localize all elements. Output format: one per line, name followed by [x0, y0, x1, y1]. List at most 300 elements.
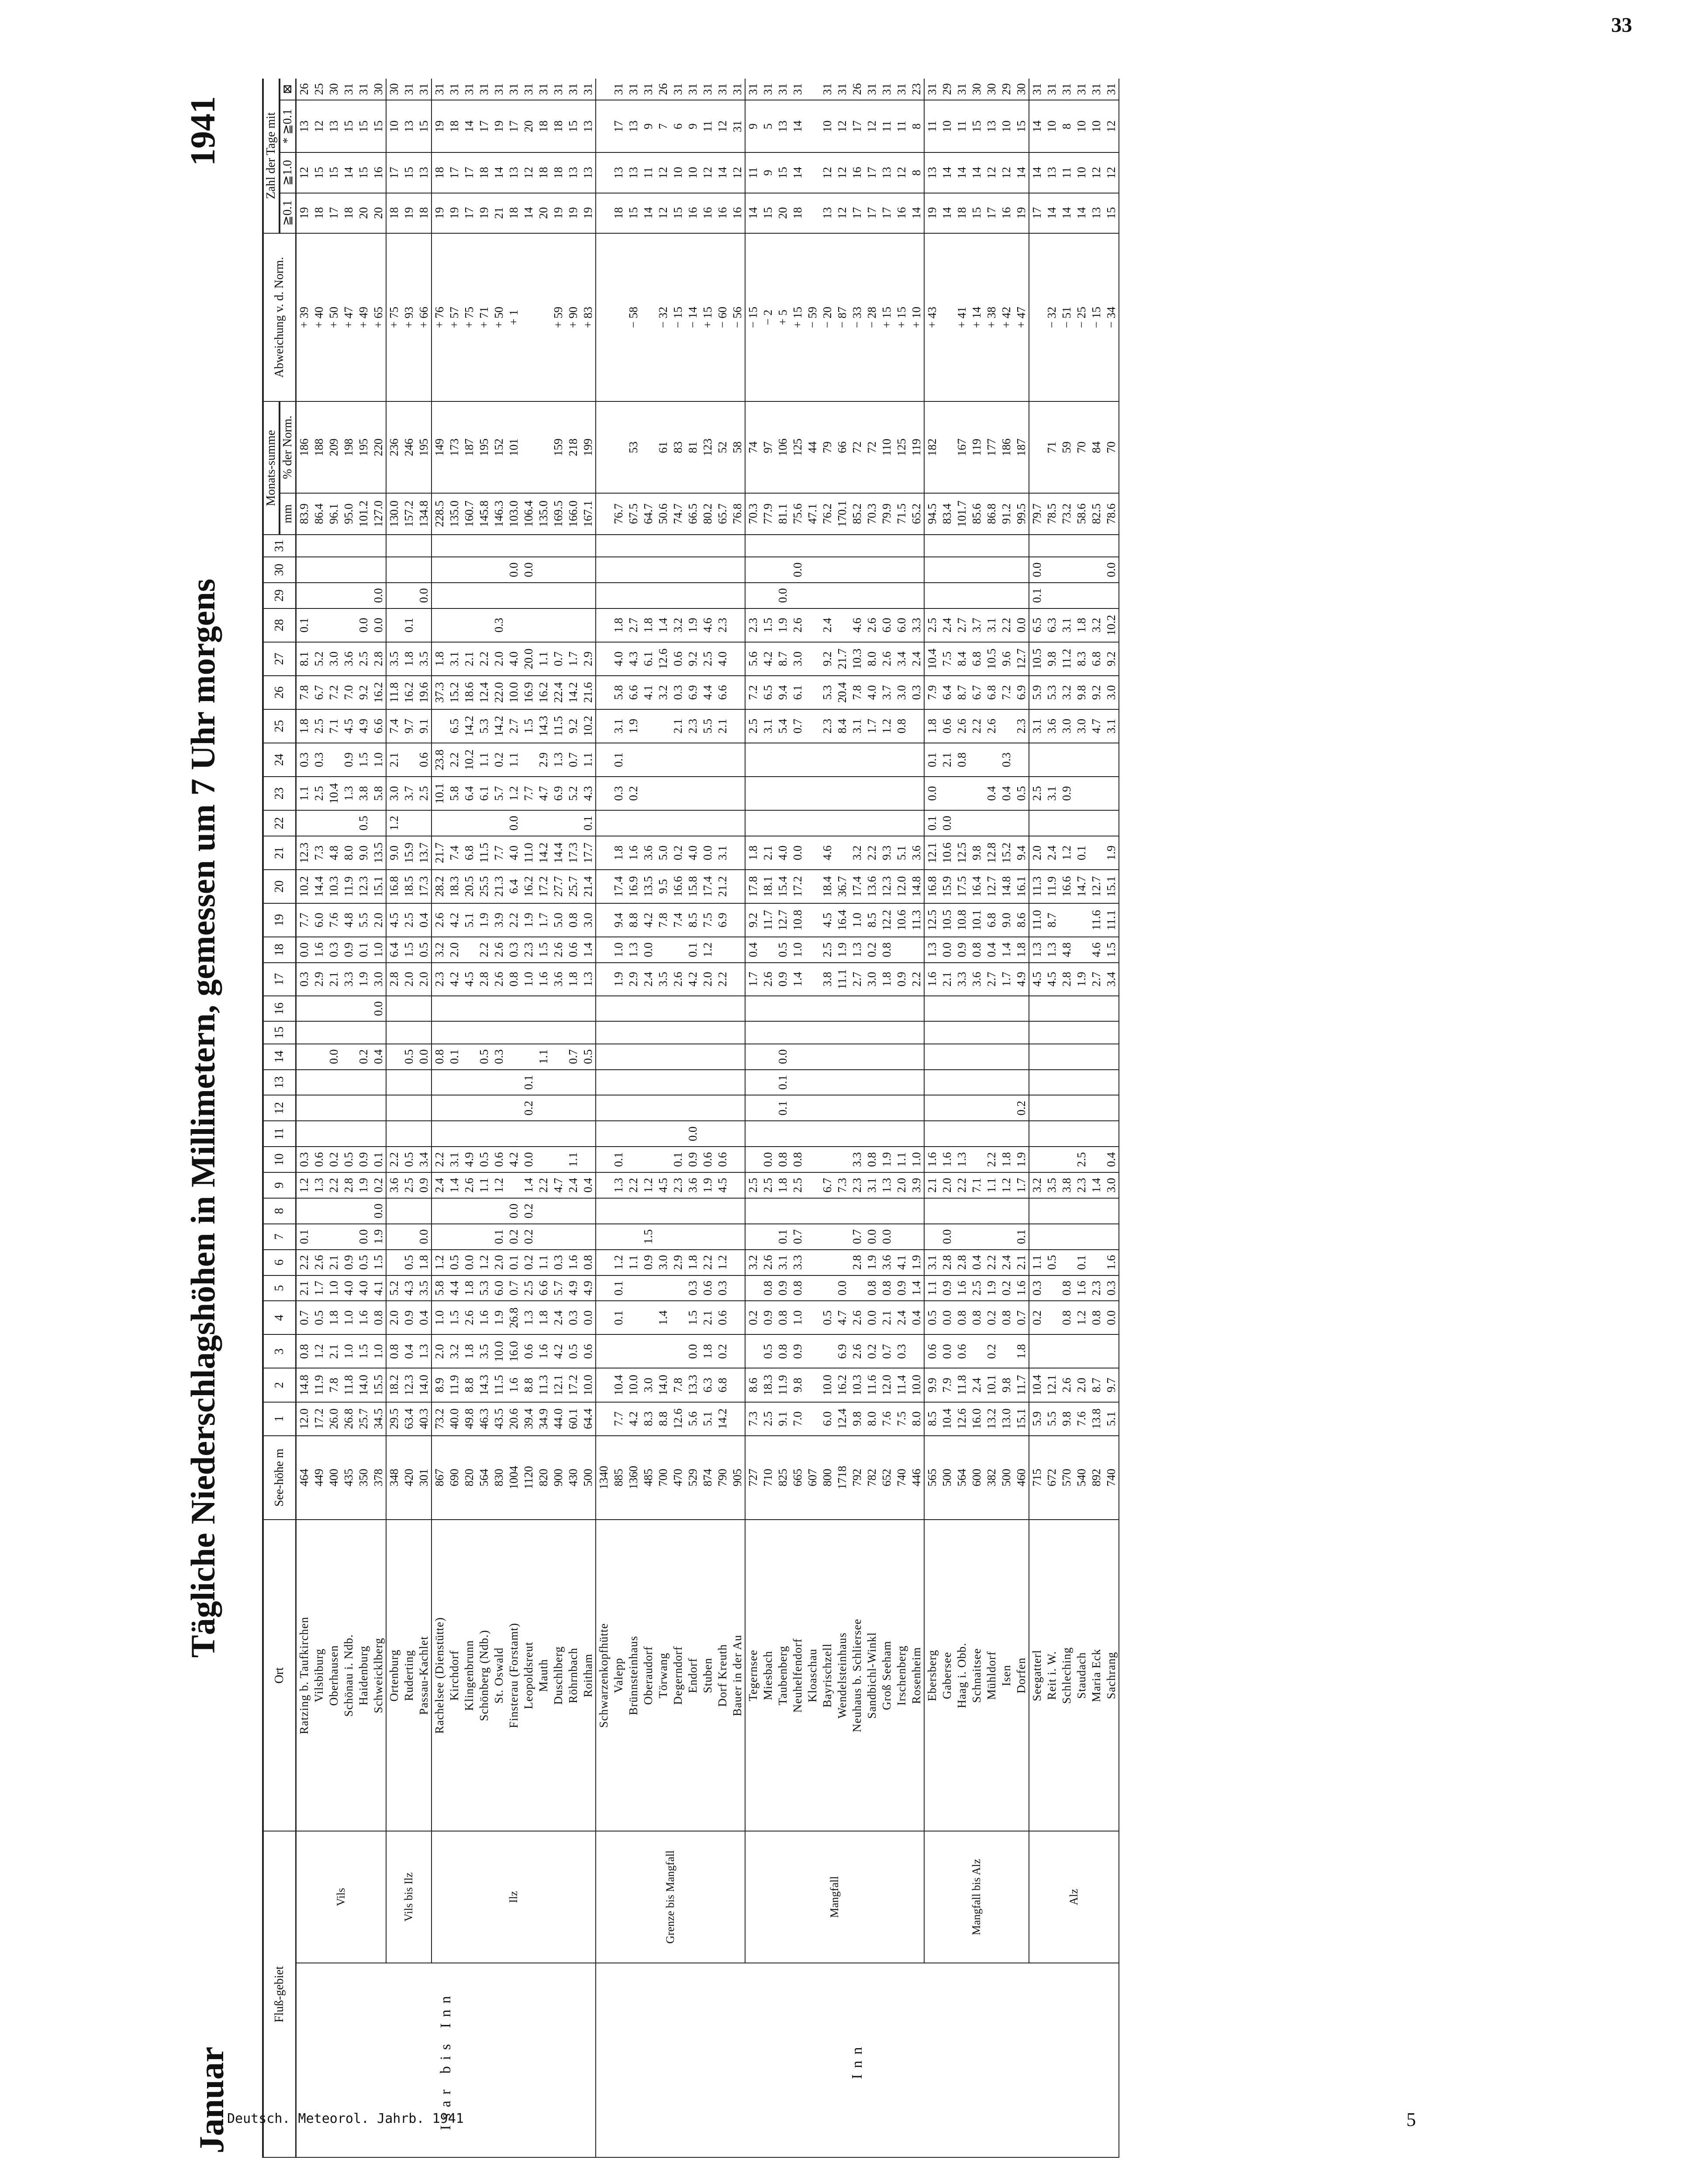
- day-value: [491, 535, 506, 557]
- days-ge01: 16: [894, 193, 909, 233]
- col-ge01: ≧0.1: [280, 193, 296, 233]
- day-value: 1.2: [296, 1172, 312, 1198]
- day-value: 0.0: [790, 557, 805, 583]
- day-value: [641, 1301, 656, 1334]
- day-value: [805, 709, 820, 743]
- days-snow-cover: 31: [924, 79, 939, 100]
- day-value: 16.8: [924, 870, 939, 903]
- day-value: [909, 709, 924, 743]
- station-height: 607: [805, 1436, 820, 1520]
- days-ge10: 15: [775, 152, 790, 193]
- day-value: 7.4: [386, 709, 401, 743]
- days-ge01: 18: [311, 193, 326, 233]
- deviation: − 60: [715, 233, 730, 402]
- deviation: [596, 233, 611, 402]
- day-value: 2.2: [626, 1172, 641, 1198]
- station-name: Isen: [999, 1520, 1014, 1831]
- day-value: [715, 1022, 730, 1044]
- day-value: [805, 1095, 820, 1121]
- station-height: 435: [341, 1436, 356, 1520]
- day-value: 20.0: [521, 642, 536, 676]
- station-name: Finsterau (Forstamt): [506, 1520, 521, 1831]
- day-value: 14.7: [1074, 870, 1089, 903]
- day-value: [311, 1224, 326, 1250]
- month-sum-mm: 80.2: [700, 493, 715, 535]
- day-value: 10.8: [954, 903, 969, 937]
- day-value: [656, 1070, 670, 1095]
- day-value: 1.8: [536, 1301, 551, 1334]
- day-value: 6.6: [536, 1275, 551, 1301]
- subgroup-label: Vils bis Ilz: [386, 1831, 432, 1963]
- day-value: 1.8: [566, 963, 580, 996]
- day-value: [954, 1070, 969, 1095]
- day-value: 6.8: [462, 836, 476, 870]
- days-ge01: 18: [506, 193, 521, 233]
- month-sum-pct: [611, 401, 626, 493]
- day-value: 2.2: [954, 1172, 969, 1198]
- day-value: 3.5: [416, 1275, 432, 1301]
- day-value: [596, 1301, 611, 1334]
- day-value: 9.8: [849, 1402, 864, 1436]
- day-value: 0.0: [939, 1301, 954, 1334]
- day-value: [296, 583, 312, 608]
- day-value: 1.8: [879, 963, 894, 996]
- month-sum-pct: [596, 401, 611, 493]
- day-value: [462, 535, 476, 557]
- day-value: [416, 996, 432, 1022]
- day-value: [1089, 836, 1104, 870]
- day-value: [969, 583, 984, 608]
- day-value: 0.8: [879, 937, 894, 963]
- day-value: [835, 583, 849, 608]
- month-sum-mm: 83.4: [939, 493, 954, 535]
- day-value: [849, 1044, 864, 1070]
- day-value: 3.1: [864, 1172, 879, 1198]
- station-name: Haag i. Obb.: [954, 1520, 969, 1831]
- month-sum-pct: [641, 401, 656, 493]
- day-value: [1044, 1198, 1059, 1224]
- deviation: + 38: [984, 233, 999, 402]
- day-value: [909, 1224, 924, 1250]
- day-value: [730, 583, 745, 608]
- day-value: 0.3: [1029, 1275, 1044, 1301]
- day-value: [341, 557, 356, 583]
- day-value: 0.0: [296, 937, 312, 963]
- day-value: [626, 1044, 641, 1070]
- station-name: Bauer in der Au: [730, 1520, 745, 1831]
- days-snow-cover: 30: [984, 79, 999, 100]
- day-value: 2.7: [1089, 963, 1104, 996]
- days-snow-ge01: 18: [447, 100, 462, 152]
- month-sum-pct: 123: [700, 401, 715, 493]
- col-day: 8: [263, 1198, 296, 1224]
- day-value: 3.1: [1104, 709, 1119, 743]
- station-name: Mauth: [536, 1520, 551, 1831]
- day-value: [909, 1334, 924, 1368]
- day-value: 6.4: [462, 777, 476, 810]
- deviation: + 1: [506, 233, 521, 402]
- days-snow-cover: 31: [416, 79, 432, 100]
- day-value: 0.6: [311, 1147, 326, 1172]
- day-value: 9.7: [401, 709, 416, 743]
- day-value: 3.1: [611, 709, 626, 743]
- day-value: [656, 557, 670, 583]
- day-value: 6.0: [820, 1402, 835, 1436]
- day-value: [626, 1334, 641, 1368]
- days-ge10: 12: [1089, 152, 1104, 193]
- day-value: 0.1: [447, 1044, 462, 1070]
- day-value: [879, 583, 894, 608]
- day-value: 34.9: [536, 1402, 551, 1436]
- days-ge01: 15: [670, 193, 685, 233]
- day-value: 1.6: [476, 1301, 491, 1334]
- deviation: − 51: [1059, 233, 1074, 402]
- day-value: 2.0: [432, 1334, 447, 1368]
- day-value: 0.4: [999, 777, 1014, 810]
- day-value: 2.5: [790, 1172, 805, 1198]
- days-ge10: 13: [879, 152, 894, 193]
- day-value: 8.0: [864, 1402, 879, 1436]
- day-value: 0.0: [356, 1224, 371, 1250]
- day-value: 0.9: [954, 937, 969, 963]
- days-ge10: 17: [864, 152, 879, 193]
- station-height: 570: [1059, 1436, 1074, 1520]
- day-value: 0.0: [521, 557, 536, 583]
- day-value: 15.1: [1014, 1402, 1029, 1436]
- day-value: 17.2: [790, 870, 805, 903]
- day-value: 2.1: [462, 642, 476, 676]
- day-value: [760, 1070, 775, 1095]
- day-value: [805, 836, 820, 870]
- day-value: [1059, 1250, 1074, 1275]
- day-value: 4.9: [580, 1275, 596, 1301]
- day-value: 1.6: [939, 1147, 954, 1172]
- day-value: [1074, 777, 1089, 810]
- day-value: 39.4: [521, 1402, 536, 1436]
- day-value: [462, 1198, 476, 1224]
- month-sum-mm: 170.1: [835, 493, 849, 535]
- day-value: 3.1: [984, 608, 999, 642]
- day-value: [1059, 1121, 1074, 1147]
- day-value: [700, 535, 715, 557]
- days-snow-cover: 31: [356, 79, 371, 100]
- day-value: [894, 1044, 909, 1070]
- day-value: 17.4: [849, 870, 864, 903]
- station-height: 727: [745, 1436, 760, 1520]
- day-value: 0.1: [356, 937, 371, 963]
- days-snow-ge01: 8: [1059, 100, 1074, 152]
- day-value: [864, 557, 879, 583]
- month-sum-mm: 145.8: [476, 493, 491, 535]
- day-value: [730, 1224, 745, 1250]
- day-value: 3.1: [447, 642, 462, 676]
- day-value: [641, 1121, 656, 1147]
- day-value: 0.6: [521, 1334, 536, 1368]
- day-value: 14.2: [462, 709, 476, 743]
- day-value: 0.0: [939, 937, 954, 963]
- day-value: 5.5: [700, 709, 715, 743]
- day-value: 2.5: [311, 777, 326, 810]
- day-value: [760, 557, 775, 583]
- day-value: [730, 1022, 745, 1044]
- day-value: [1014, 1121, 1029, 1147]
- day-value: 2.2: [999, 608, 1014, 642]
- day-value: 0.0: [371, 583, 386, 608]
- day-value: 1.0: [432, 1301, 447, 1334]
- days-snow-ge01: 11: [924, 100, 939, 152]
- day-value: 9.9: [924, 1368, 939, 1402]
- day-value: 12.4: [835, 1402, 849, 1436]
- month-sum-pct: 195: [476, 401, 491, 493]
- day-value: 2.5: [924, 608, 939, 642]
- day-value: [656, 996, 670, 1022]
- station-height: 564: [954, 1436, 969, 1520]
- station-height: 900: [551, 1436, 566, 1520]
- day-value: [326, 1121, 341, 1147]
- station-name: Miesbach: [760, 1520, 775, 1831]
- day-value: [909, 1070, 924, 1095]
- station-name: Ortenburg: [386, 1520, 401, 1831]
- day-value: [1074, 937, 1089, 963]
- day-value: 2.9: [536, 743, 551, 777]
- day-value: [745, 1334, 760, 1368]
- day-value: 2.8: [476, 963, 491, 996]
- day-value: [820, 1121, 835, 1147]
- day-value: [311, 1198, 326, 1224]
- day-value: 4.5: [715, 1172, 730, 1198]
- day-value: 11.9: [311, 1368, 326, 1402]
- day-value: 0.0: [1029, 557, 1044, 583]
- day-value: [730, 1070, 745, 1095]
- day-value: 1.3: [341, 777, 356, 810]
- day-value: 0.6: [566, 937, 580, 963]
- day-value: 1.5: [1104, 937, 1119, 963]
- days-snow-cover: 29: [939, 79, 954, 100]
- day-value: [1014, 810, 1029, 836]
- day-value: 1.7: [864, 709, 879, 743]
- day-value: [909, 1044, 924, 1070]
- day-value: [1089, 535, 1104, 557]
- day-value: [685, 777, 700, 810]
- day-value: [909, 1022, 924, 1044]
- day-value: 1.4: [580, 937, 596, 963]
- day-value: [386, 1224, 401, 1250]
- day-value: [462, 583, 476, 608]
- station-height: 400: [326, 1436, 341, 1520]
- day-value: [1059, 1198, 1074, 1224]
- days-snow-cover: 31: [491, 79, 506, 100]
- day-value: [596, 709, 611, 743]
- station-name: Irschenberg: [894, 1520, 909, 1831]
- days-ge01: 12: [656, 193, 670, 233]
- day-value: [1074, 1334, 1089, 1368]
- day-value: [730, 642, 745, 676]
- days-ge01: 14: [521, 193, 536, 233]
- day-value: [730, 1121, 745, 1147]
- day-value: 10.0: [909, 1368, 924, 1402]
- day-value: [447, 1121, 462, 1147]
- day-value: 3.4: [894, 642, 909, 676]
- day-value: [656, 1198, 670, 1224]
- day-value: [462, 937, 476, 963]
- day-value: 1.7: [566, 642, 580, 676]
- day-value: [566, 535, 580, 557]
- days-snow-ge01: 15: [416, 100, 432, 152]
- day-value: 7.8: [656, 903, 670, 937]
- day-value: [341, 1095, 356, 1121]
- day-value: 2.0: [416, 963, 432, 996]
- days-snow-cover: 31: [835, 79, 849, 100]
- days-snow-ge01: 6: [670, 100, 685, 152]
- day-value: 1.9: [521, 903, 536, 937]
- day-value: [894, 583, 909, 608]
- day-value: [506, 583, 521, 608]
- day-value: 7.7: [491, 836, 506, 870]
- day-value: [805, 608, 820, 642]
- day-value: [371, 1022, 386, 1044]
- day-value: [730, 836, 745, 870]
- day-value: [835, 777, 849, 810]
- day-value: 14.4: [311, 870, 326, 903]
- day-value: 15.4: [775, 870, 790, 903]
- day-value: 0.0: [416, 1224, 432, 1250]
- station-name: Vilsbiburg: [311, 1520, 326, 1831]
- day-value: 0.8: [580, 1250, 596, 1275]
- day-value: 17.3: [416, 870, 432, 903]
- day-value: [805, 1368, 820, 1402]
- day-value: [894, 1070, 909, 1095]
- station-height: 470: [670, 1436, 685, 1520]
- day-value: 0.1: [1014, 1224, 1029, 1250]
- day-value: [491, 1022, 506, 1044]
- deviation: + 47: [341, 233, 356, 402]
- footer-left: Deutsch. Meteorol. Jahrb. 1941: [227, 2111, 464, 2126]
- day-value: 0.8: [432, 1044, 447, 1070]
- day-value: 6.5: [447, 709, 462, 743]
- day-value: 3.0: [386, 777, 401, 810]
- day-value: [939, 1022, 954, 1044]
- day-value: 4.9: [566, 1275, 580, 1301]
- day-value: 10.0: [506, 676, 521, 709]
- day-value: [462, 1121, 476, 1147]
- day-value: 1.0: [790, 937, 805, 963]
- days-snow-ge01: 15: [566, 100, 580, 152]
- day-value: 1.7: [1014, 1172, 1029, 1198]
- day-value: [999, 557, 1014, 583]
- day-value: 0.2: [491, 743, 506, 777]
- day-value: 2.3: [1089, 1275, 1104, 1301]
- col-day: 23: [263, 777, 296, 810]
- day-value: [611, 1070, 626, 1095]
- day-value: 0.3: [296, 1147, 312, 1172]
- day-value: [730, 937, 745, 963]
- day-value: 0.5: [775, 937, 790, 963]
- day-value: 2.3: [1014, 709, 1029, 743]
- deviation: [611, 233, 626, 402]
- subgroup-label: Vils: [296, 1831, 387, 1963]
- day-value: 4.5: [1044, 963, 1059, 996]
- day-value: 43.5: [491, 1402, 506, 1436]
- day-value: [641, 810, 656, 836]
- day-value: [924, 1224, 939, 1250]
- day-value: 0.4: [371, 1044, 386, 1070]
- day-value: 2.5: [1074, 1147, 1089, 1172]
- day-value: [596, 937, 611, 963]
- day-value: [656, 1095, 670, 1121]
- station-name: Dorf Kreuth: [715, 1520, 730, 1831]
- day-value: [1059, 1022, 1074, 1044]
- day-value: [596, 583, 611, 608]
- day-value: [805, 676, 820, 709]
- day-value: [476, 557, 491, 583]
- station-name: Neuhelfendorf: [790, 1520, 805, 1831]
- day-value: 1.1: [296, 777, 312, 810]
- day-value: [596, 743, 611, 777]
- day-value: [551, 996, 566, 1022]
- days-snow-cover: 31: [401, 79, 416, 100]
- day-value: [447, 1022, 462, 1044]
- day-value: [894, 743, 909, 777]
- day-value: 6.0: [894, 608, 909, 642]
- day-value: [1104, 1044, 1119, 1070]
- day-value: 3.0: [1104, 1172, 1119, 1198]
- day-value: 15.2: [447, 676, 462, 709]
- day-value: 3.8: [356, 777, 371, 810]
- day-value: [685, 1022, 700, 1044]
- day-value: [939, 535, 954, 557]
- day-value: 11.4: [894, 1368, 909, 1402]
- day-value: 5.8: [447, 777, 462, 810]
- day-value: 0.8: [506, 963, 521, 996]
- day-value: 1.0: [371, 1334, 386, 1368]
- day-value: [641, 996, 656, 1022]
- days-snow-ge01: 9: [745, 100, 760, 152]
- days-ge10: 11: [745, 152, 760, 193]
- days-ge10: 12: [1104, 152, 1119, 193]
- days-snow-ge01: 7: [656, 100, 670, 152]
- day-value: 0.0: [775, 583, 790, 608]
- day-value: [416, 1121, 432, 1147]
- day-value: [1044, 1022, 1059, 1044]
- day-value: 1.9: [835, 937, 849, 963]
- days-snow-cover: 30: [326, 79, 341, 100]
- day-value: [984, 1044, 999, 1070]
- col-ort: Ort: [263, 1520, 296, 1831]
- day-value: [805, 937, 820, 963]
- day-value: 0.7: [506, 1275, 521, 1301]
- station-height: 1718: [835, 1436, 849, 1520]
- day-value: 2.6: [849, 1301, 864, 1334]
- day-value: [462, 608, 476, 642]
- days-ge01: 17: [462, 193, 476, 233]
- day-value: 1.4: [656, 608, 670, 642]
- day-value: 7.2: [326, 676, 341, 709]
- day-value: 0.1: [611, 743, 626, 777]
- day-value: 10.5: [984, 642, 999, 676]
- day-value: [805, 1224, 820, 1250]
- day-value: [521, 608, 536, 642]
- day-value: 1.2: [879, 709, 894, 743]
- day-value: 1.2: [611, 1250, 626, 1275]
- day-value: 10.1: [969, 903, 984, 937]
- day-value: [805, 1147, 820, 1172]
- day-value: 4.3: [580, 777, 596, 810]
- day-value: [730, 1250, 745, 1275]
- month-sum-pct: 70: [1104, 401, 1119, 493]
- day-value: 11.1: [1104, 903, 1119, 937]
- day-value: 2.1: [715, 709, 730, 743]
- day-value: 8.1: [296, 642, 312, 676]
